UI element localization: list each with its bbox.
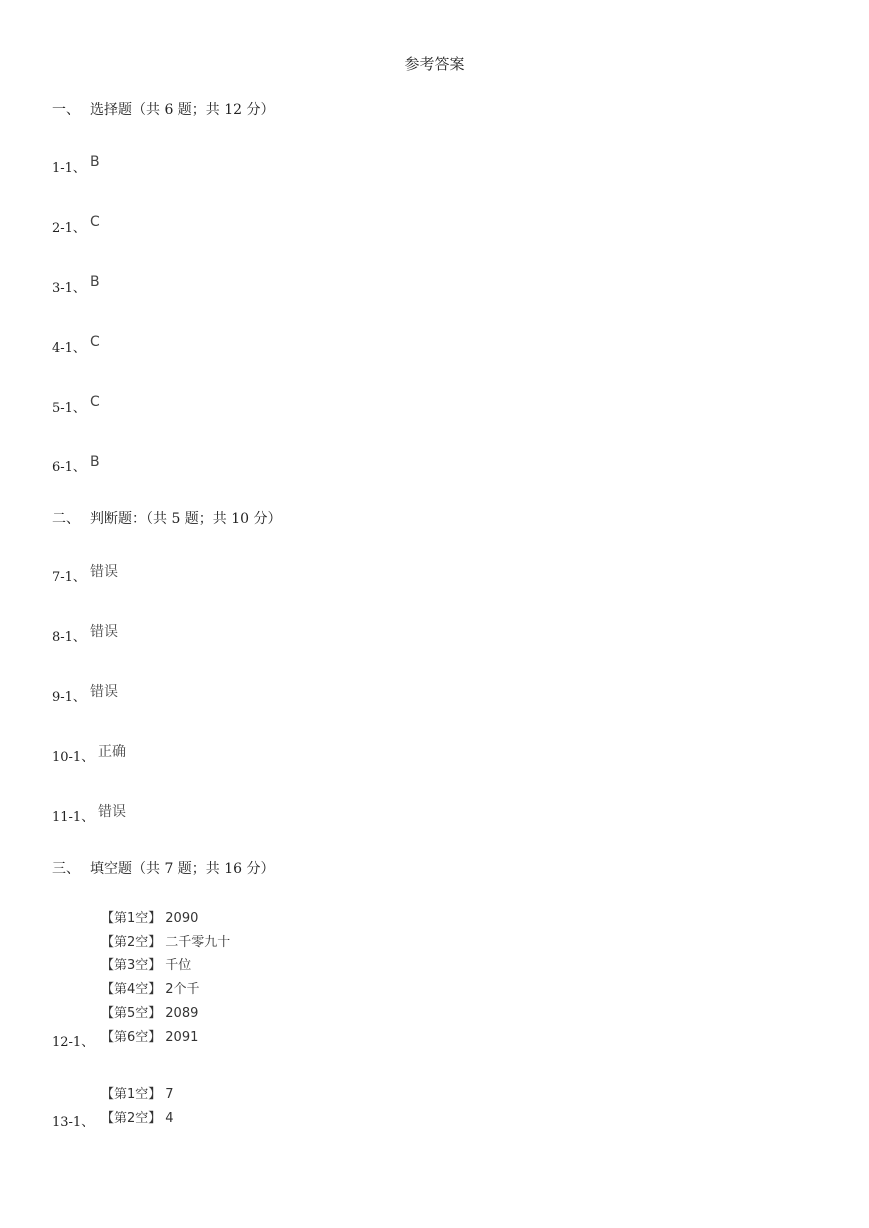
blank-label: 【第2空】 xyxy=(101,935,162,950)
section-heading-fill xyxy=(52,859,275,879)
blank-answer xyxy=(101,981,200,999)
blank-value: 2091 xyxy=(165,1030,199,1045)
section-title: 选择题（共 6 题；共 12 分） xyxy=(90,102,275,118)
blank-answer xyxy=(101,934,230,952)
question-number: 7-1、 xyxy=(52,570,86,585)
blank-label: 【第4空】 xyxy=(101,982,162,997)
question-number: 3-1、 xyxy=(52,281,86,296)
question-number: 6-1、 xyxy=(52,460,86,475)
blank-value: 7 xyxy=(165,1087,174,1102)
question-number: 4-1、 xyxy=(52,341,86,356)
blank-value: 4 xyxy=(165,1111,174,1126)
question-number: 11-1、 xyxy=(52,810,95,825)
blank-answer xyxy=(101,1005,198,1023)
blank-value: 二千零九十 xyxy=(165,935,231,950)
blank-answer xyxy=(101,1110,174,1128)
answer-text: 错误 xyxy=(98,804,126,820)
question-number: 12-1、 xyxy=(52,1035,95,1050)
blank-answer xyxy=(101,1086,174,1104)
question-number: 8-1、 xyxy=(52,630,86,645)
blank-value: 2089 xyxy=(165,1006,199,1021)
question-number: 10-1、 xyxy=(52,750,95,765)
section-number: 一、 xyxy=(52,102,80,118)
question-number: 1-1、 xyxy=(52,161,86,176)
answer-text: 错误 xyxy=(90,684,118,700)
question-number: 5-1、 xyxy=(52,401,86,416)
blank-value: 千位 xyxy=(165,958,192,973)
section-title: 判断题：（共 5 题；共 10 分） xyxy=(90,511,282,527)
section-number: 二、 xyxy=(52,511,80,527)
blank-label: 【第5空】 xyxy=(101,1006,162,1021)
blank-label: 【第2空】 xyxy=(101,1111,162,1126)
answer-text: 正确 xyxy=(98,744,126,760)
question-number: 9-1、 xyxy=(52,690,86,705)
answer-text: 错误 xyxy=(90,564,118,580)
answer-text: C xyxy=(90,334,100,350)
answer-text: B xyxy=(90,274,100,290)
answer-text: B xyxy=(90,154,100,170)
question-number: 13-1、 xyxy=(52,1115,95,1130)
section-title: 填空题（共 7 题；共 16 分） xyxy=(90,861,275,877)
question-number: 2-1、 xyxy=(52,221,86,236)
blank-label: 【第1空】 xyxy=(101,1087,162,1102)
blank-answer xyxy=(101,957,191,975)
answer-text: C xyxy=(90,214,100,230)
blank-answer xyxy=(101,910,198,928)
section-number: 三、 xyxy=(52,861,80,877)
answer-text: B xyxy=(90,454,100,470)
blank-label: 【第6空】 xyxy=(101,1030,162,1045)
blank-label: 【第3空】 xyxy=(101,958,162,973)
page-title: 参考答案 xyxy=(404,55,465,73)
section-heading-judge xyxy=(52,509,282,529)
blank-answer xyxy=(101,1029,198,1047)
section-heading-choice xyxy=(52,100,275,120)
blank-value: 2090 xyxy=(165,911,199,926)
answer-text: 错误 xyxy=(90,624,118,640)
blank-value: 2个千 xyxy=(165,982,200,997)
blank-label: 【第1空】 xyxy=(101,911,162,926)
answer-text: C xyxy=(90,394,100,410)
